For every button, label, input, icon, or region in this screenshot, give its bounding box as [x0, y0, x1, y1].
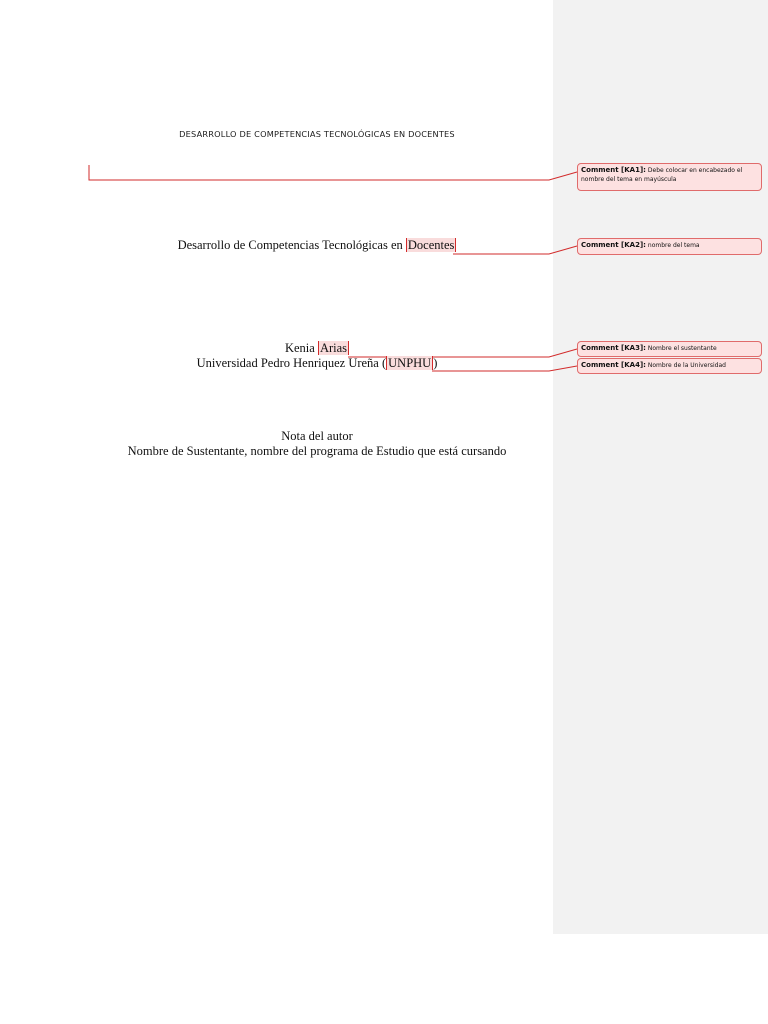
comment-pane — [553, 0, 768, 934]
comment-ka4[interactable] — [577, 358, 762, 374]
comment-ka1[interactable] — [577, 163, 762, 191]
comment-ka1-text: Debe colocar en encabezado el nombre del tema en mayúscula — [581, 167, 743, 183]
comment-ka3-label: Comment [KA3]: — [581, 344, 646, 352]
university-highlight[interactable]: UNPHU — [388, 356, 432, 370]
university-name — [0, 356, 634, 371]
author-note-body: Nombre de Sustentante, nombre del programa de Estudio que está cursando — [127, 444, 507, 458]
connector-ka1 — [89, 165, 577, 180]
title-text: Desarrollo de Competencias Tecnológicas en — [177, 238, 406, 252]
university-suffix: ) — [433, 356, 438, 370]
comment-ka4-text: Nombre de la Universidad — [647, 362, 726, 369]
title-highlight[interactable]: Docentes — [407, 238, 455, 252]
comment-ka3-text: Nombre el sustentante — [647, 345, 717, 352]
comment-ka2-text: nombre del tema — [647, 242, 700, 249]
comment-ka2-label: Comment [KA2]: — [581, 241, 646, 249]
comment-ka4-label: Comment [KA4]: — [581, 361, 646, 369]
document-title — [0, 238, 634, 253]
author-text: Kenia — [284, 341, 318, 355]
author-highlight[interactable]: Arias — [319, 341, 348, 355]
running-header: DESARROLLO DE COMPETENCIAS TECNOLÓGICAS EN DOCENTES — [179, 129, 455, 139]
comment-ka3[interactable] — [577, 341, 762, 357]
comment-ka1-label: Comment [KA1]: — [581, 166, 646, 174]
comment-ka2[interactable] — [577, 238, 762, 255]
author-name — [0, 341, 634, 356]
university-text: Universidad Pedro Henriquez Ureña ( — [196, 356, 387, 370]
author-note-heading: Nota del autor — [281, 429, 353, 443]
